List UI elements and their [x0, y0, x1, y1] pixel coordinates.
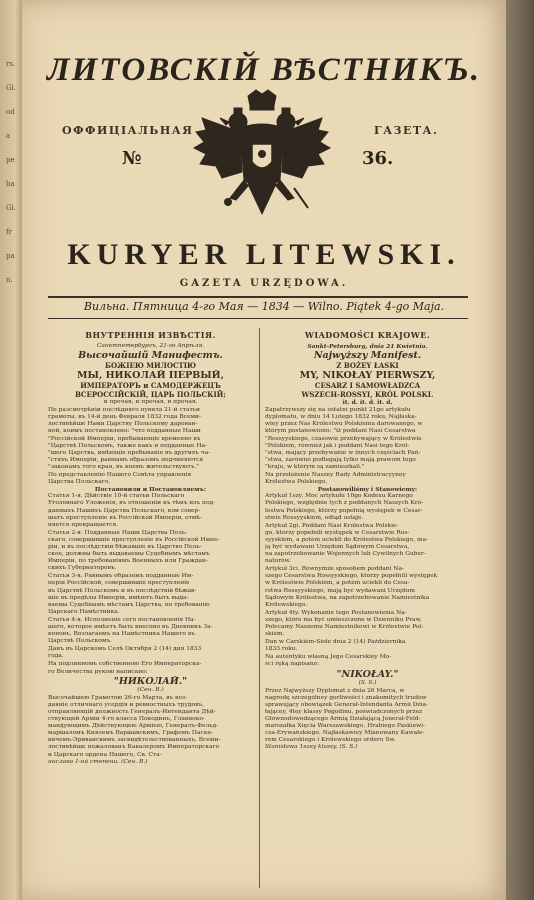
text-line: Уголовнаго Уложенія, въ отношеніи къ тѣмъ изъ под-: [48, 500, 216, 507]
text-line: (S. S.): [358, 679, 377, 686]
issue-number-label: №: [122, 148, 142, 169]
text-line: cza-Erywańskiego, Najłaskawiey Mianowany Kawale-: [265, 730, 425, 737]
left-column-russian: [48, 330, 253, 766]
text-line: rstwa Rossyyskiego, mają być wydawani Urzędom: [265, 587, 415, 594]
dateline: Вильна. Пятница 4-го Мая — 1834 — Wilno. Piątek 4-go Maja.: [83, 300, 445, 313]
text-line: Царства Польскаго,: [48, 479, 111, 486]
text-line: (Сен. В.): [137, 686, 164, 693]
text-line: и прочая, и прочая, и прочая.: [103, 399, 198, 406]
text-line: WSZECH-ROSSYI, KRÓL POLSKI.: [301, 390, 434, 400]
text-line: Artykuł 2gi. Poddani Nasi Królestwa Polskie-: [265, 522, 399, 529]
scan-background-edge: [506, 0, 534, 900]
text-line: na zapotrzebowanie Wojennych lub Cywilnych Guber-: [265, 551, 426, 558]
text-line: Sankt-Petersburg, dnia 21 Kwietnia.: [307, 343, 428, 350]
margin-fragment: pa: [6, 252, 15, 260]
margin-fragment: ba: [6, 180, 15, 188]
issue-number-value: 36.: [362, 148, 394, 169]
text-line: данныхъ Нашихъ Царства Польскаго, кои совер-: [48, 507, 201, 514]
text-line: шатъ преступленіе въ Россійской Имперіи, отмѣ-: [48, 514, 202, 521]
text-line: ское, должны быть выдаваемы Судебнымъ мѣстамъ: [48, 551, 210, 558]
text-line: По представленію Нашего Совѣта управленія: [48, 472, 192, 479]
masthead-subtitle-polish: GAZETA URZĘDOWA.: [179, 278, 349, 289]
text-line: 1833 roku.: [265, 646, 298, 653]
text-line: "kraju, w którym są zamieszkali.": [265, 463, 365, 470]
text-line: syyskiém, a potém uciekli do Królestwa Polskiego, ma-: [265, 536, 429, 543]
text-line: ной, коимъ постановлено: "что подданные Наши: [48, 428, 201, 435]
text-line: Królestwa Polskiego,: [265, 479, 328, 486]
text-line: Artykuł 4ty. Wykonanie tego Postanowienia Na-: [265, 609, 407, 616]
text-line: скихъ Губернаторовъ.: [48, 565, 117, 572]
text-line: лостивѣйше пожалованъ Кавалеромъ Императорскаго: [48, 744, 220, 751]
text-line: "Rossyyskiego, czasowie przebywający w Królestwie: [265, 435, 422, 442]
text-line: грамоты, въ 14-й день Февраля 1832 года Всеми-: [48, 414, 201, 421]
margin-fragment: Gl.: [6, 204, 17, 212]
text-line: wiey przez Nas Królestwu Polskiemu darowanego, w: [265, 421, 423, 428]
text-line: Статья 1-я. Дѣйствіе 10-й статьи Польскаго: [48, 493, 185, 500]
text-line: ВСЕРОССІЙСКІЙ, ЦАРЬ ПОЛЬСКІЙ;: [75, 390, 226, 400]
text-line: въ Царствѣ Польскомъ и въ послѣдствіи бѣжав-: [48, 587, 197, 594]
text-line: łającey, 4tey klassy Pogodinu, poświadczonych przez: [265, 708, 423, 715]
text-line: Na przełożenie Naszey Rady Administracyyney: [265, 472, 406, 479]
column-divider: [259, 328, 260, 888]
text-line: ствующей Арміи 4-го класса Покодинъ, Главноко-: [48, 716, 205, 723]
text-line: Высочайшій Манифестъ.: [78, 350, 223, 362]
text-line: Статья 4-я. Исполненіе сего постановленія На-: [48, 616, 196, 623]
text-line: Санктпетербургъ, 21-го Апрѣля.: [96, 343, 205, 349]
text-line: Królewskiego.: [265, 601, 308, 608]
text-line: w Królestwie Polskiém, a potém uciekli do Cesa-: [265, 580, 410, 587]
text-line: Polskiego, względnie tych z poddanych Naszych Kró-: [265, 500, 424, 507]
text-line: коновъ, Возлагаемъ на Намѣстника Нашего въ: [48, 631, 195, 638]
text-line: года.: [48, 653, 64, 660]
text-line: "Царствѣ Польскомъ, также какъ и подданные На-: [48, 442, 207, 449]
margin-fragment: Gl.: [6, 84, 17, 92]
text-line: По разсмотрѣніи послѣдняго пункта 21-й статьи: [48, 407, 200, 414]
text-line: отправляющій должность Генералъ-Интенданта Дѣй-: [48, 708, 216, 715]
masthead-title-polish: KURYER LITEWSKI.: [67, 238, 461, 271]
text-line: Stanisława 1szey klassy. (S. S.): [265, 744, 358, 751]
text-line: sprawujący obowiązek Generał-Intendanta Armii Dzia-: [265, 701, 428, 708]
text-line: szego, które ma być umieszczone w Dzienniku Praw,: [265, 616, 422, 623]
previous-page-edge: [0, 0, 23, 900]
text-line: ją być wydawani Urzędom Sądowym Cesarstwa,: [265, 543, 410, 550]
text-line: "stwa, zarówno podlegają tylko mają prawom tego: [265, 456, 416, 463]
text-line: ści ręką napisano:: [265, 661, 320, 668]
text-line: скаго, совершившіе преступленіе въ Россійской Импе-: [48, 536, 220, 543]
text-line: Sądowym Królestwa, na zapotrzebowanie Namiestnika: [265, 594, 430, 601]
text-line: "стяхъ Имперіи, равнымъ образомъ подчиняются: [48, 456, 204, 463]
margin-fragment: fr: [6, 228, 12, 236]
text-line: "NIKOŁAY.": [336, 668, 399, 680]
text-line: dyplomatu, w dniu 14 Lutego 1832 roku, Najłaska-: [265, 414, 417, 421]
text-line: Przez Najwyższy Dyplomat z dnia 26 Marca, w: [265, 687, 405, 694]
text-line: nagrodę szczególney gorliwości i znakomitych trudów: [265, 694, 427, 701]
text-line: Имперіи, по требованіямъ Военныхъ или Граждан-: [48, 558, 208, 565]
text-line: ваемы Судебнымъ мѣстамъ Царства, по требованію: [48, 601, 210, 608]
text-line: и Царскаго ордена Нашего, Св. Ста-: [48, 751, 162, 758]
text-line: CESARZ I SAMOWŁADZCA: [314, 381, 421, 391]
text-line: marszałka Xięcia Warszawskiego, Hrabiego Paskiewi-: [265, 723, 426, 730]
text-line: Царствѣ Польскомъ.: [48, 638, 113, 645]
text-line: ріи, и въ послѣдствіи бѣжавшіе въ Царство Поль-: [48, 543, 202, 550]
text-line: "НИКОЛАЙ.": [113, 675, 188, 687]
newspaper-front-page: [22, 0, 506, 900]
text-line: którym postanowiono: "iż poddani Nasi Cesarstwa: [265, 428, 416, 435]
text-line: skiém.: [265, 631, 285, 638]
margin-fragment: od: [6, 108, 15, 116]
left-section-title: ВНУТРЕННІЯ ИЗВѢСТІЯ.: [85, 330, 216, 340]
text-line: "stwa, mający przebywanie w innych częściach Pań-: [265, 449, 421, 456]
masthead-label-official: ОФФИЦІАЛЬНАЯ: [62, 124, 194, 137]
text-line: "Россійской Имперіи, пребывающіе временно въ: [48, 435, 201, 442]
text-line: Zapatrzywszy się na ostatni punkt 21go artykułu: [265, 407, 411, 414]
margin-fragment: rs.: [6, 60, 16, 68]
text-line: МЫ, НИКОЛАЙ ПЕРВЫЙ,: [77, 370, 224, 382]
text-line: Статья 2-я. Подданные Наши Царства Поль-: [48, 529, 188, 536]
text-line: няется прекращается.: [48, 521, 119, 528]
text-line: даяніе отличнаго усердія и ревностныхъ трудовъ,: [48, 701, 205, 708]
text-line: "законамъ того края, въ коемъ жительствуютъ.": [48, 463, 199, 470]
dateline-top-rule: [48, 296, 468, 298]
text-line: лостивѣйше Нами Царству Польскому дарован-: [48, 421, 198, 428]
right-section-title: WIADOMOŚCI KRAJOWE.: [304, 330, 431, 340]
text-line: Постановили и Постановляемъ:: [94, 486, 207, 494]
dateline-bottom-rule: [48, 318, 468, 319]
text-line: Na autentyku własną Jego Cesarskiey Mo-: [265, 654, 392, 661]
text-line: Z BOŻEY ŁASKI: [336, 361, 399, 371]
double-headed-eagle-emblem: [182, 88, 342, 228]
text-line: шіе въ предѣлы Имперіи, имѣютъ быть выда-: [48, 594, 189, 601]
text-line: it. d. it. d. it. d.: [342, 399, 393, 407]
text-line: БОЖІЕЮ МИЛОСТІЮ: [104, 361, 197, 371]
text-line: MY, NIKOŁAY PIERWSZY,: [299, 370, 436, 382]
text-line: Царскаго Намѣстника.: [48, 608, 120, 615]
margin-fragment: a: [6, 132, 11, 140]
text-line: Głównodowodzącego Armią Działającą Jenerał-Feld-: [265, 716, 421, 723]
text-line: маршаломъ Княземъ Варшавскимъ, Графомъ Паске-: [48, 730, 213, 737]
text-line: lestwa Polskiego, którzy popełnią występek w Cesar-: [265, 507, 423, 514]
text-line: szego Cesarstwa Rossyyskiego, którzy popełnili występek: [265, 573, 438, 580]
text-line: Artykuł 1szy. Moc artykułu 10go Kodexu Karnego: [265, 493, 413, 500]
text-line: Postanowiliśmy i Stanowiemy:: [317, 486, 418, 494]
right-column-polish: [265, 330, 470, 752]
text-line: "шего Царства, имѣющіе пребываніе въ другихъ ча-: [48, 449, 211, 456]
text-line: Artykuł 3ci. Równymże sposobem poddani Na-: [265, 566, 404, 573]
text-line: "Polskiem, również jak i poddani Nasi tego Król-: [265, 442, 410, 449]
masthead-label-gazette: ГАЗЕТА.: [374, 124, 439, 137]
masthead-title-russian: ЛИТОВСКІЙ ВѢСТНИКЪ.: [46, 52, 482, 88]
text-line: Данъ въ Царскомъ Селѣ Октября 2 (14) дня 1833: [48, 646, 202, 653]
text-line: На подлинномъ собственною Его Императорска-: [48, 661, 202, 668]
text-line: ИМПЕРАТОРЪ и САМОДЕРЖЕЦЪ: [80, 381, 221, 391]
text-line: Статья 3-я. Равнымъ образомъ подданные Им-: [48, 573, 194, 580]
text-line: го Величества рукою написано:: [48, 668, 148, 675]
text-line: Najwyższy Manifest.: [313, 350, 422, 362]
left-column-text: [48, 343, 253, 766]
text-line: Высочайшею Грамотою 26-го Марта, въ воз-: [48, 694, 188, 701]
text-line: періи Россійской, совершившіе преступленіе: [48, 580, 190, 587]
text-line: Dan w Carskiém-Siole dnia 2 (14) Października: [265, 639, 406, 646]
text-line: natorów.: [265, 558, 291, 565]
text-line: мандующимъ Дѣйствующею Арміею, Генералъ-Фельд-: [48, 723, 219, 730]
text-line: stwie Rossyyskiém, odtąd ustaje.: [265, 514, 364, 521]
right-column-text: [265, 343, 470, 752]
text-line: Polecamy Naszemu Namiestnikowi w Królestwie Pol-: [265, 624, 424, 630]
margin-fragment: n.: [6, 276, 13, 284]
text-line: go, którzy popełnili występek w Cesarstwie Ros-: [265, 529, 410, 536]
text-line: вичемъ-Эриванскимъ засвидѣтельствованныхъ, Всеми-: [48, 737, 221, 744]
margin-fragment: pe: [6, 156, 15, 164]
text-line: нислава 1-ой степени. (Сен. В.): [48, 758, 148, 765]
text-line: rem Cesarskiego i Królewskiego orderu Sw.: [265, 737, 396, 744]
text-line: шего, которое имѣетъ быть внесено въ Дневникъ За-: [48, 624, 213, 630]
